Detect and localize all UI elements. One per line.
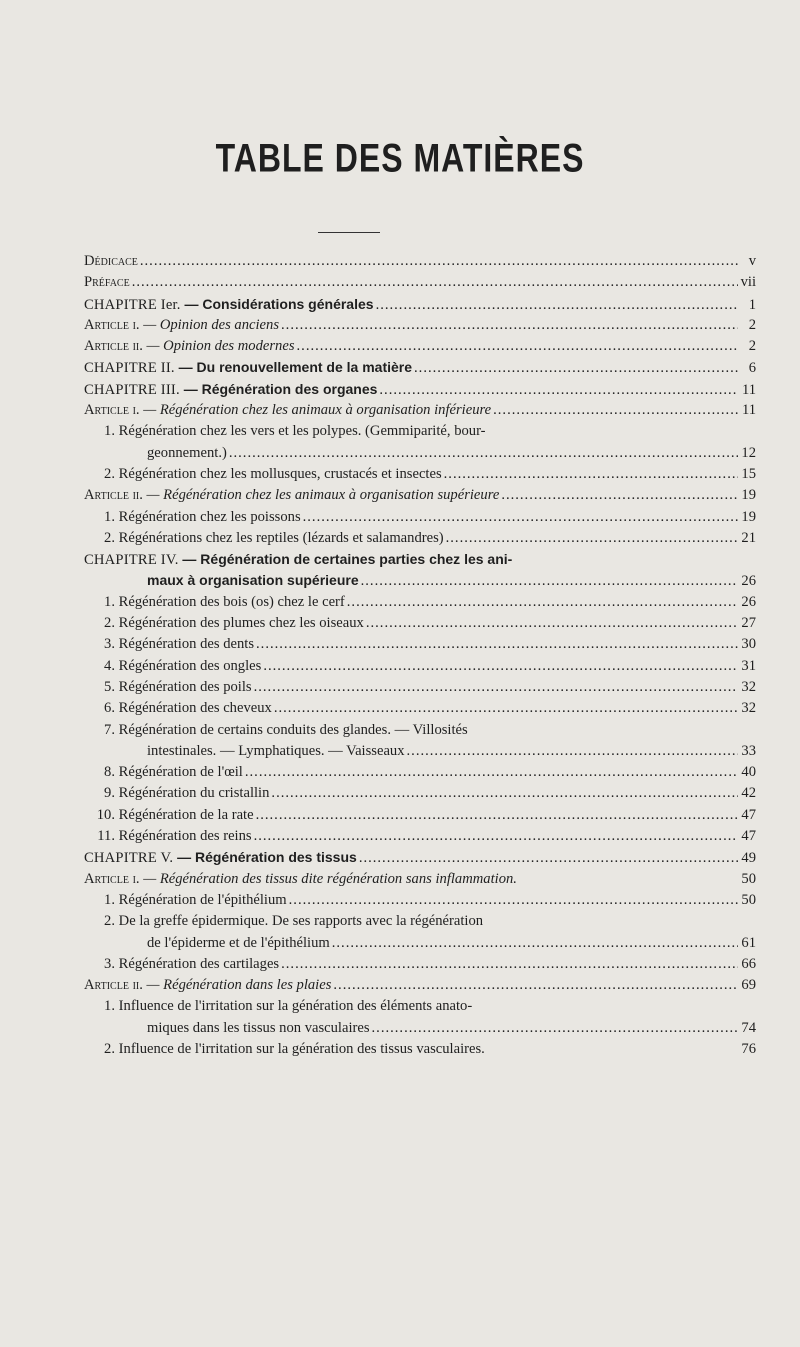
entry-title [84,847,357,869]
section-number: 2. [104,615,115,632]
toc-entry [84,315,756,336]
title-divider [318,232,380,233]
page-number: 19 [741,508,756,525]
toc-entry [84,421,756,464]
dot-leader [359,848,738,869]
section-number: 2. [104,529,115,546]
toc-entry [84,975,756,996]
entry-title [84,1039,485,1060]
page-number: 33 [741,742,756,759]
section-title: Régénération chez les mollusques, crustacés et insectes [118,465,442,482]
toc-entry [84,911,756,954]
page-number: 50 [741,891,756,908]
entry-title [84,464,442,485]
toc-entry [84,634,756,655]
section-title: Régénération de la rate [118,806,254,823]
article-label: Article ii. [84,487,147,504]
section-title: Régénération des poils [118,678,252,695]
chapter-title: — Du renouvellement de la matière [178,359,413,376]
page-number: 32 [741,700,756,717]
toc-entry [84,656,756,677]
page-number: 50 [741,870,756,887]
toc-entry [84,400,756,421]
page-number: 26 [741,593,756,610]
article-label: Article i. [84,402,144,419]
section-title: De la greffe épidermique. De ses rapports avec la régénération [118,913,484,930]
entry-title [84,315,279,336]
toc-entry [84,677,756,698]
dot-leader [361,571,738,592]
page-number: vii [740,274,756,291]
section-number: 2. [104,1040,115,1057]
section-title: Régénération des ongles [118,657,262,674]
entry-title [84,783,269,804]
entry-title [84,592,345,613]
dot-leader [303,507,738,528]
entry-title [84,677,252,698]
chapter-title: — Régénération de certaines parties chez les ani- [182,551,513,568]
entry-title [84,357,412,379]
entry-title [84,975,331,996]
page-number: 11 [741,381,756,398]
dot-leader [379,380,738,401]
page-number: 47 [741,828,756,845]
entry-title [84,634,254,655]
entry-title [84,869,517,890]
article-title: — Opinion des modernes [146,338,295,355]
toc-entry [84,528,756,549]
entry-title [84,485,499,506]
dot-leader [347,592,738,613]
section-title: Régénération du cristallin [118,785,270,802]
page-number: 42 [741,785,756,802]
toc-entry [84,847,756,868]
page-number: 40 [741,764,756,781]
section-number: 3. [104,955,115,972]
section-number: 3. [104,636,115,653]
chapter-label: CHAPITRE II. [84,360,179,377]
section-title: Régénération des cheveux [118,700,272,717]
page-number: 30 [741,636,756,653]
section-number: 4. [104,657,115,674]
page-number: 49 [741,850,756,867]
toc-entry [84,613,756,634]
section-title: Régénération des reins [118,828,252,845]
toc-entry [84,890,756,911]
dot-leader [376,295,738,316]
entry-title [84,826,252,847]
entry-title [84,379,377,401]
page-title: TABLE DES MATIÈRES [215,135,585,181]
section-number: 11. [97,828,115,845]
section-title: Régénérations chez les reptiles (lézards et salamandres) [118,529,444,546]
section-number: 8. [104,764,115,781]
page-number: v [748,253,756,269]
page-number: 11 [741,402,756,419]
toc-entry [84,507,756,528]
section-title: Régénération des plumes chez les oiseaux [118,615,364,632]
entry-title: Dédicace [84,253,138,269]
dot-leader [332,933,738,954]
entry-title [84,890,287,911]
toc-entry [84,762,756,783]
page-number: 6 [748,360,756,377]
article-title: — Régénération chez les animaux à organisation supérieure [146,487,500,504]
dot-leader [281,954,738,975]
section-title: Régénération de l'œil [118,764,243,781]
page-number: 21 [741,529,756,546]
toc-entry [84,357,756,378]
toc-entry [84,379,756,400]
section-number: 7. [104,721,115,738]
entry-title: Préface [84,274,130,291]
article-title: — Régénération dans les plaies [146,977,332,994]
dot-leader [501,485,738,506]
dot-leader [271,783,738,804]
toc-entry [84,720,756,763]
entry-title [84,613,364,634]
article-title: — Opinion des anciens [143,316,280,333]
page-number: 61 [741,934,756,951]
dot-leader [289,890,738,911]
article-label: Article ii. [84,338,147,355]
section-number: 1. [104,508,115,525]
dot-leader [493,400,738,421]
toc-entry [84,954,756,975]
chapter-title: — Régénération des tissus [177,849,357,866]
page-number: 2 [748,316,756,333]
toc-entry [84,1039,756,1060]
entry-title [84,698,272,719]
entry-title [84,528,444,549]
toc-entry [84,996,756,1039]
dot-leader [372,1018,738,1039]
page-number: 19 [741,487,756,504]
page-number: 47 [741,806,756,823]
dot-leader [263,656,738,677]
chapter-label: CHAPITRE III. [84,381,184,398]
toc-entry [84,805,756,826]
section-title-continued: de l'épiderme et de l'épithélium [147,934,330,951]
section-title: Régénération chez les vers et les polypes. (Gemmiparité, bour- [118,423,486,440]
dot-leader [229,443,738,464]
page-number: 31 [741,657,756,674]
dot-leader [256,805,738,826]
page-number: 1 [748,296,756,313]
chapter-label: CHAPITRE IV. [84,552,183,569]
entry-title [84,507,301,528]
entry-title [84,762,243,783]
page-number: 15 [741,465,756,482]
dot-leader [333,975,738,996]
table-of-contents [84,251,756,1060]
toc-entry [84,336,756,357]
dot-leader [297,336,738,357]
toc-entry [84,869,756,890]
section-title-continued: miques dans les tissus non vasculaires [147,1019,370,1036]
page-number: 27 [741,615,756,632]
section-number: 1. [104,593,115,610]
entry-title [84,954,279,975]
page-number: 2 [748,338,756,355]
chapter-title: — Considérations générales [184,295,374,312]
section-title: Régénération de certains conduits des glandes. — Villosités [118,721,468,738]
section-title: Régénération des bois (os) chez le cerf [118,593,345,610]
section-number: 5. [104,678,115,695]
toc-entry [84,272,756,293]
dot-leader [254,826,738,847]
page-number: 66 [741,955,756,972]
section-title: Influence de l'irritation sur la génération des éléments anato- [118,998,473,1015]
section-title: Régénération des dents [118,636,255,653]
section-title: Régénération des cartilages [118,955,280,972]
section-number: 2. [104,465,115,482]
toc-entry [84,549,756,592]
section-title: Influence de l'irritation sur la génération des tissus vasculaires. [118,1040,485,1057]
toc-entry [84,783,756,804]
toc-entry [84,294,756,315]
article-label: Article i. [84,316,144,333]
page-number: 69 [741,977,756,994]
chapter-label: CHAPITRE V. [84,850,178,867]
chapter-title-continued: maux à organisation supérieure [147,572,359,589]
entry-title [84,656,261,677]
article-label: Article ii. [84,977,147,994]
page-number: 32 [741,678,756,695]
section-title: Régénération chez les poissons [118,508,301,525]
chapter-label: CHAPITRE Ier. [84,296,185,313]
dot-leader [274,698,738,719]
dot-leader [256,634,738,655]
section-title: Régénération de l'épithélium [118,891,287,908]
entry-title [84,336,295,357]
toc-entry [84,251,756,272]
toc-entry [84,592,756,613]
entry-title [84,400,491,421]
section-title-continued: geonnement.) [147,444,227,461]
section-number: 1. [104,998,115,1015]
dot-leader [132,272,738,293]
toc-entry [84,698,756,719]
dot-leader [245,762,738,783]
section-number: 10. [96,806,115,823]
dot-leader [281,315,738,336]
article-title: — Régénération chez les animaux à organisation inférieure [143,402,492,419]
dot-leader [414,358,738,379]
dot-leader [254,677,738,698]
section-number: 9. [104,785,115,802]
page-number: 76 [741,1040,756,1057]
entry-title [84,294,374,316]
chapter-title: — Régénération des organes [183,380,378,397]
page-number: 74 [741,1019,756,1036]
page-number: 12 [741,444,756,461]
toc-entry [84,485,756,506]
article-label: Article i. [84,870,144,887]
entry-title [84,805,254,826]
dot-leader [140,251,738,272]
dot-leader [366,613,738,634]
section-title-continued: intestinales. — Lymphatiques. — Vaisseaux [147,742,405,759]
toc-entry [84,826,756,847]
page-number: 26 [741,573,756,590]
section-number: 1. [104,423,115,440]
section-number: 6. [104,700,115,717]
dot-leader [446,528,738,549]
dot-leader [407,741,738,762]
section-number: 2. [104,913,115,930]
article-title: — Régénération des tissus dite régénération sans inflammation. [143,870,517,887]
dot-leader [444,464,738,485]
toc-entry [84,464,756,485]
section-number: 1. [104,891,115,908]
